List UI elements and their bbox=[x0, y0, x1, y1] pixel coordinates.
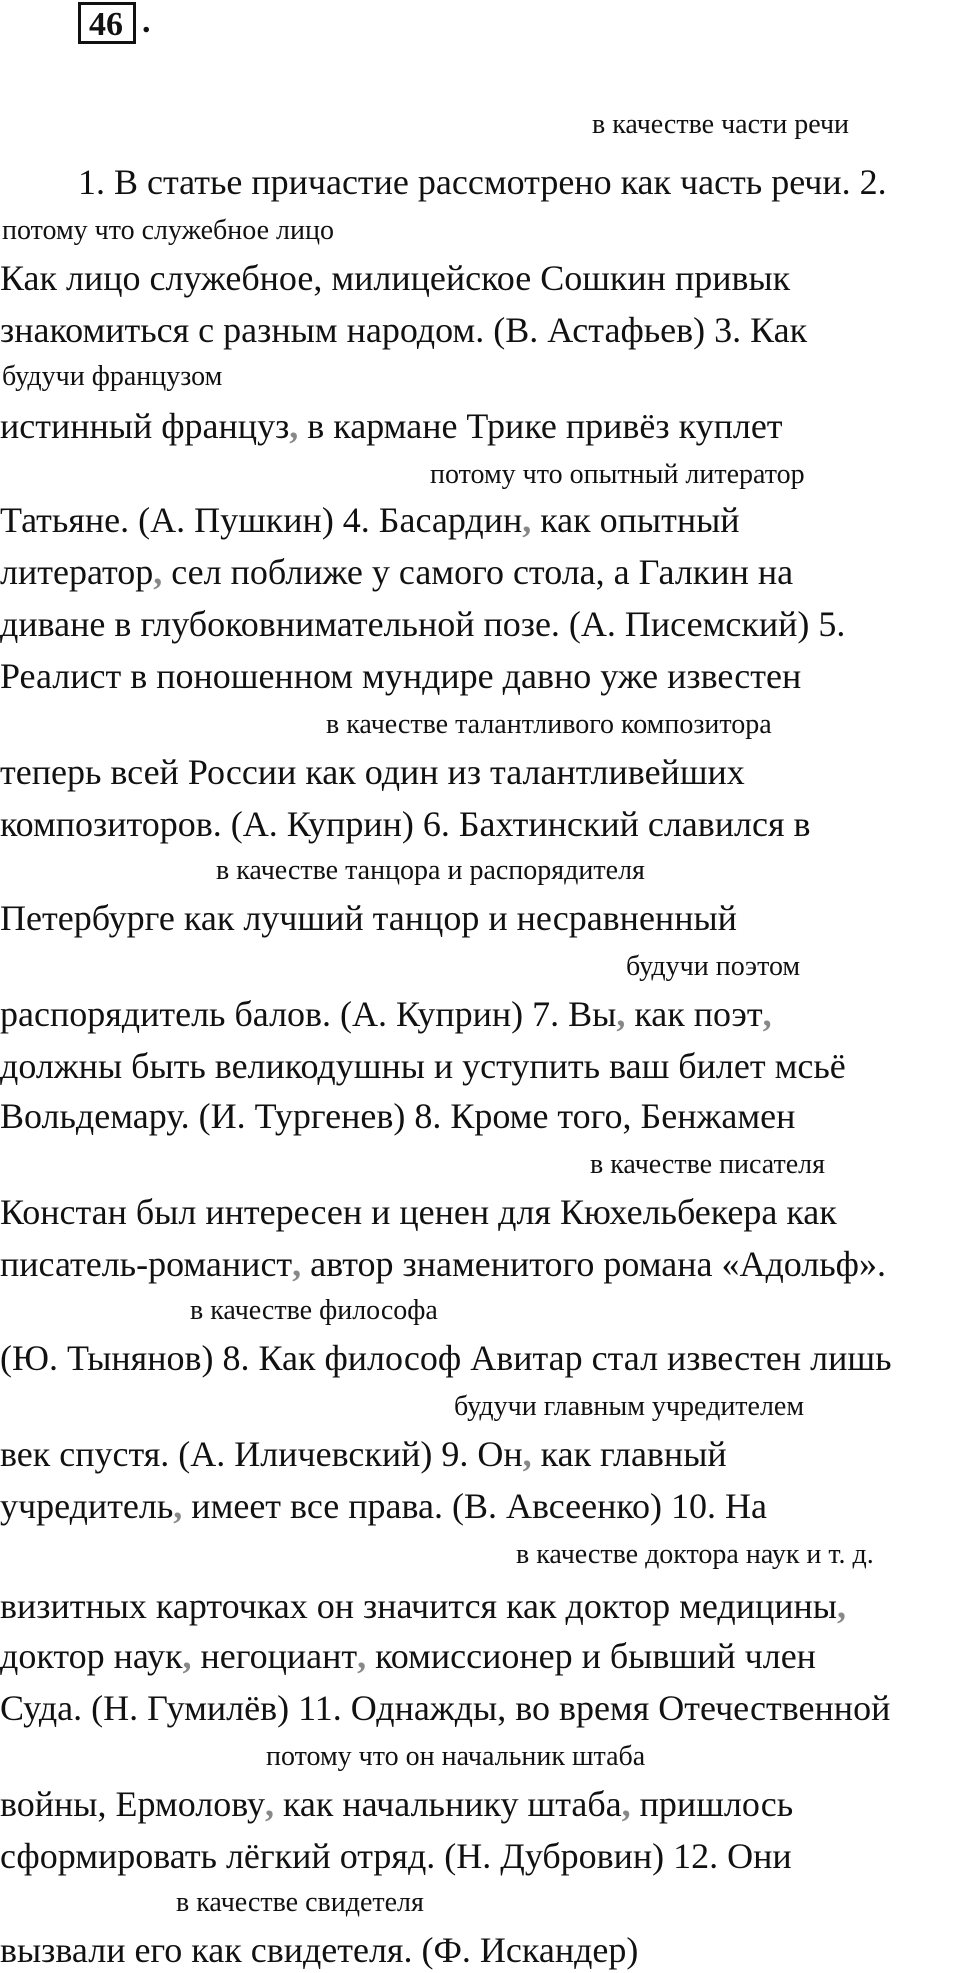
text-line: (Ю. Тынянов) 8. Как философ Авитар стал известен лишь bbox=[0, 1338, 892, 1378]
inserted-comma: , bbox=[621, 1784, 631, 1824]
text-line: Вольдемару. (И. Тургенев) 8. Кроме того, Бенжамен bbox=[0, 1096, 796, 1136]
text-line: композиторов. (А. Куприн) 6. Бахтинский славился в bbox=[0, 804, 811, 844]
text-line: литератор, сел поближе у самого стола, а Галкин на bbox=[0, 552, 794, 592]
note-above-line: в качестве философа bbox=[190, 1295, 438, 1326]
text-line: доктор наук, негоциант, комиссионер и бывший член bbox=[0, 1636, 816, 1676]
inserted-comma: , bbox=[264, 1784, 274, 1824]
inserted-comma: , bbox=[762, 994, 772, 1034]
text-line: должны быть великодушны и уступить ваш билет мсьё bbox=[0, 1046, 846, 1086]
inserted-comma: , bbox=[182, 1636, 192, 1676]
text-line: войны, Ермолову, как начальнику штаба, пришлось bbox=[0, 1784, 794, 1824]
inserted-comma: , bbox=[522, 1434, 532, 1474]
inserted-comma: , bbox=[357, 1636, 367, 1676]
text-line: 1. В статье причастие рассмотрено как часть речи. 2. bbox=[78, 162, 887, 202]
text-line: Татьяне. (А. Пушкин) 4. Басардин, как опытный bbox=[0, 500, 740, 540]
exercise-number-dot: . bbox=[142, 3, 151, 40]
inserted-comma: , bbox=[153, 552, 163, 592]
text-line: теперь всей России как один из талантливейших bbox=[0, 752, 745, 792]
text-line: Констан был интересен и ценен для Кюхельбекера как bbox=[0, 1192, 837, 1232]
text-line: Суда. (Н. Гумилёв) 11. Однажды, во время Отечественной bbox=[0, 1688, 891, 1728]
inserted-comma: , bbox=[289, 406, 299, 446]
inserted-comma: , bbox=[173, 1486, 183, 1526]
inserted-comma: , bbox=[522, 500, 532, 540]
text-line: диване в глубоковнимательной позе. (А. Писемский) 5. bbox=[0, 604, 846, 644]
note-above-line: потому что он начальник штаба bbox=[266, 1741, 646, 1772]
text-line: Как лицо служебное, милицейское Сошкин привык bbox=[0, 258, 791, 298]
note-above-line: в качестве танцора и распорядителя bbox=[216, 855, 645, 886]
note-above-line: потому что служебное лицо bbox=[2, 215, 334, 246]
text-line: визитных карточках он значится как доктор медицины, bbox=[0, 1586, 846, 1626]
text-line: сформировать лёгкий отряд. (Н. Дубровин) 12. Они bbox=[0, 1836, 792, 1876]
exercise-number: 46 bbox=[89, 6, 123, 43]
text-line: Реалист в поношенном мундире давно уже известен bbox=[0, 656, 802, 696]
note-above-line: будучи поэтом bbox=[626, 951, 801, 982]
note-above-line: в качестве писателя bbox=[590, 1149, 826, 1180]
exercise-number-box bbox=[78, 2, 136, 44]
text-line: вызвали его как свидетеля. (Ф. Искандер) bbox=[0, 1930, 639, 1970]
text-line: писатель-романист, автор знаменитого романа «Адольф». bbox=[0, 1244, 886, 1284]
text-line: Петербурге как лучший танцор и несравненный bbox=[0, 898, 737, 938]
text-line: век спустя. (А. Иличевский) 9. Он, как главный bbox=[0, 1434, 727, 1474]
note-above-line: в качестве свидетеля bbox=[176, 1887, 424, 1918]
text-line: учредитель, имеет все права. (В. Авсеенко) 10. На bbox=[0, 1486, 768, 1526]
note-above-line: будучи французом bbox=[2, 361, 223, 392]
text-line: истинный француз, в кармане Трике привёз куплет bbox=[0, 406, 783, 446]
note-above-line: в качестве части речи bbox=[592, 109, 850, 140]
inserted-comma: , bbox=[292, 1244, 302, 1284]
inserted-comma: , bbox=[836, 1586, 846, 1626]
note-above-line: потому что опытный литератор bbox=[430, 459, 805, 490]
text-line: распорядитель балов. (А. Куприн) 7. Вы, как поэт, bbox=[0, 994, 772, 1034]
note-above-line: в качестве доктора наук и т. д. bbox=[516, 1539, 874, 1570]
note-above-line: будучи главным учредителем bbox=[454, 1391, 805, 1422]
inserted-comma: , bbox=[616, 994, 626, 1034]
text-line: знакомиться с разным народом. (В. Астафьев) 3. Как bbox=[0, 310, 808, 350]
note-above-line: в качестве талантливого композитора bbox=[326, 709, 772, 740]
